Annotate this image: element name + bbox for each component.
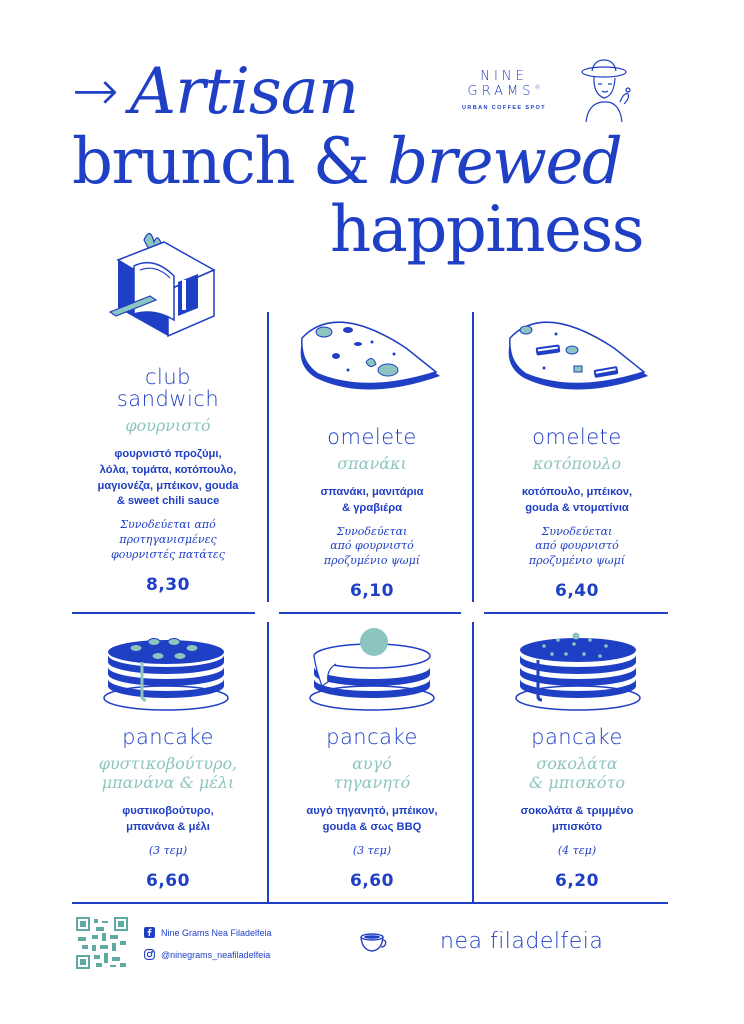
instagram-label: @ninegrams_neafiladelfeia [161, 949, 271, 960]
menu-item-price: 6,20 [555, 870, 599, 891]
facebook-icon [144, 927, 155, 938]
grid-divider-h2 [279, 612, 461, 614]
menu-item-title: pancake [326, 725, 418, 749]
menu-item-subtitle: κοτόπουλο [532, 454, 622, 474]
brand-name-line-1: NINE [480, 69, 528, 84]
spinach-omelete-illustration [296, 312, 446, 396]
location-label: nea filadelfeia [440, 929, 604, 954]
grid-divider-v1 [267, 312, 269, 602]
menu-item-club-sandwich [80, 366, 256, 595]
footer-divider [72, 902, 668, 904]
mascot-illustration [578, 58, 638, 124]
menu-item-omelete-chicken [488, 426, 666, 601]
chocolate-pancake-illustration [514, 628, 642, 714]
menu-item-description: σπανάκι, μανιτάρια & γραβιέρα [320, 486, 424, 514]
grid-divider-h3 [484, 612, 668, 614]
menu-item-description: σοκολάτα & τριμμένο μπισκότο [520, 805, 634, 834]
menu-item-note: Συνοδεύεται από φουρνιστό προζυμένιο ψωμί [323, 524, 421, 568]
menu-item-omelete-spinach [283, 426, 461, 601]
coffee-cup-icon [358, 930, 388, 956]
headline-happiness: happiness [330, 193, 644, 267]
sandwich-illustration [104, 220, 222, 340]
headline-brunch: brunch & [72, 125, 388, 199]
chicken-omelete-illustration [504, 312, 654, 396]
menu-item-subtitle: σοκολάτα & μπισκότο [528, 754, 626, 793]
menu-item-pancake-chocolate [488, 726, 666, 891]
menu-item-description: αυγό τηγανητό, μπέικον, gouda & σως BBQ [306, 805, 438, 834]
grid-divider-v3 [267, 622, 269, 902]
menu-item-price: 6,10 [350, 581, 394, 602]
menu-item-title: pancake [531, 725, 623, 749]
brand-logo [452, 70, 556, 111]
grid-divider-h1 [72, 612, 255, 614]
menu-item-price: 8,30 [146, 574, 190, 595]
menu-item-note: Συνοδεύεται από φουρνιστό προζυμένιο ψωμί [528, 524, 626, 568]
headline-artisan: Artisan [129, 55, 359, 129]
menu-item-note: (3 τεμ) [352, 843, 392, 857]
grid-divider-v4 [472, 622, 474, 902]
headline-brewed: brewed [387, 125, 622, 199]
qr-code-icon[interactable] [76, 917, 128, 969]
menu-item-pancake-peanut [80, 726, 256, 891]
menu-item-price: 6,60 [350, 870, 394, 891]
headline-line-2 [72, 125, 692, 199]
arrow-right-icon: → [72, 59, 118, 124]
menu-item-title: club sandwich [116, 365, 220, 412]
brand-tagline: URBAN COFFEE SPOT [462, 104, 546, 111]
peanut-pancake-illustration [102, 628, 230, 714]
registered-mark: ® [534, 84, 541, 92]
menu-item-note: (3 τεμ) [148, 843, 188, 857]
facebook-link[interactable] [144, 927, 272, 938]
menu-item-pancake-egg [283, 726, 461, 891]
egg-pancake-illustration [308, 622, 436, 714]
instagram-icon [144, 949, 155, 960]
menu-item-title: omelete [532, 425, 622, 449]
menu-item-title: omelete [327, 425, 417, 449]
brand-name-line-2: GRAMS [467, 83, 535, 99]
grid-divider-v2 [472, 312, 474, 602]
menu-item-subtitle: σπανάκι [337, 454, 407, 474]
menu-item-price: 6,40 [555, 581, 599, 602]
menu-item-note: (4 τεμ) [557, 843, 597, 857]
menu-item-description: φουρνιστό προζύμι, λόλα, τομάτα, κοτόπουλο, μαγιονέζα, μπέικον, gouda & sweet chili sauce [97, 448, 239, 508]
menu-item-subtitle: φυστικοβούτυρο, μπανάνα & μέλι [98, 754, 238, 793]
instagram-link[interactable] [144, 949, 270, 960]
menu-item-description: κοτόπουλο, μπέικον, gouda & ντοματίνια [521, 486, 633, 514]
menu-item-description: φυστικοβούτυρο, μπανάνα & μέλι [122, 805, 214, 834]
menu-item-note: Συνοδεύεται από προτηγανισμένες φουρνιστές πατάτες [111, 517, 225, 561]
menu-item-price: 6,60 [146, 870, 190, 891]
menu-item-subtitle: φουρνιστό [125, 416, 211, 436]
menu-item-subtitle: αυγό τηγανητό [333, 754, 411, 793]
facebook-label: Nine Grams Nea Filadelfeia [161, 927, 272, 938]
menu-item-title: pancake [122, 725, 214, 749]
